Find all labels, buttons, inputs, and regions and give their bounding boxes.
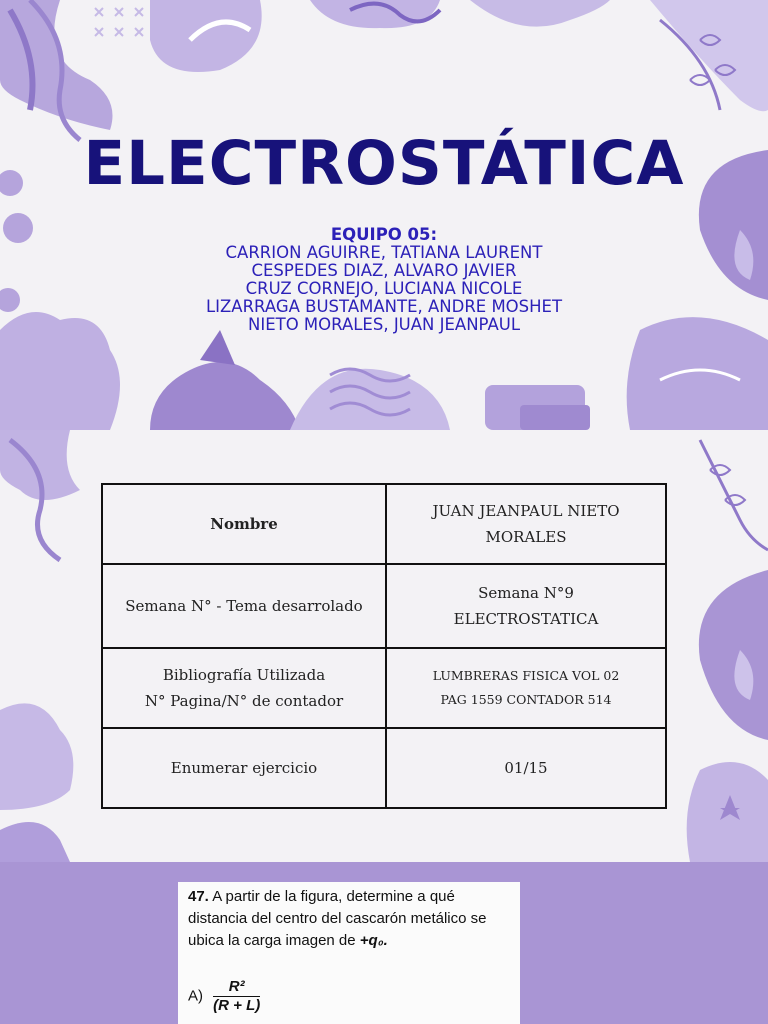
value-cell [386,564,666,648]
value-line: ELECTROSTATICA [453,610,599,628]
team-member: CARRION AGUIRRE, TATIANA LAURENT [225,243,543,262]
info-table [101,483,667,809]
value-line: MORALES [485,528,567,546]
table-row [102,648,666,728]
charge-symbol: +q₀. [359,932,388,949]
value-cell [386,648,666,728]
label-cell: Nombre [102,484,386,564]
decorative-shapes [0,0,768,430]
problem-image [178,882,520,1024]
problem-page [0,862,768,1024]
answer-option-a [188,978,260,1015]
label-cell [102,648,386,728]
value-line: JUAN JEANPAUL NIETO [432,502,620,520]
team-block [0,226,768,334]
problem-number: 47. [188,888,209,905]
team-member: CRUZ CORNEJO, LUCIANA NICOLE [245,279,523,298]
label-cell: Enumerar ejercicio [102,728,386,808]
team-label: EQUIPO 05: [330,225,438,244]
info-page [0,430,768,862]
team-member: CESPEDES DIAZ, ALVARO JAVIER [251,261,517,280]
team-member: NIETO MORALES, JUAN JEANPAUL [247,315,521,334]
table-row [102,728,666,808]
table-row [102,484,666,564]
cover-page [0,0,768,430]
value-line: PAG 1559 CONTADOR 514 [440,692,612,707]
team-member: LIZARRAGA BUSTAMANTE, ANDRE MOSHET [205,297,563,316]
problem-statement [188,886,518,952]
label-line: Bibliografía Utilizada [162,666,326,684]
fraction-denominator: (R + L) [213,997,261,1014]
option-fraction [213,978,260,1015]
table-row [102,564,666,648]
value-line: LUMBRERAS FISICA VOL 02 [432,668,620,683]
fraction-numerator: R² [213,978,260,997]
value-line: Semana N°9 [478,584,574,602]
label-line: N° Pagina/N° de contador [144,692,344,710]
problem-text: A partir de la figura, determine a qué distancia del centro del cascarón metálico se ubica la carga imagen de [188,888,487,949]
value-cell: 01/15 [386,728,666,808]
value-cell [386,484,666,564]
cover-title: ELECTROSTÁTICA [83,128,685,199]
label-cell: Semana N° - Tema desarrolado [102,564,386,648]
option-letter: A) [188,987,203,1005]
